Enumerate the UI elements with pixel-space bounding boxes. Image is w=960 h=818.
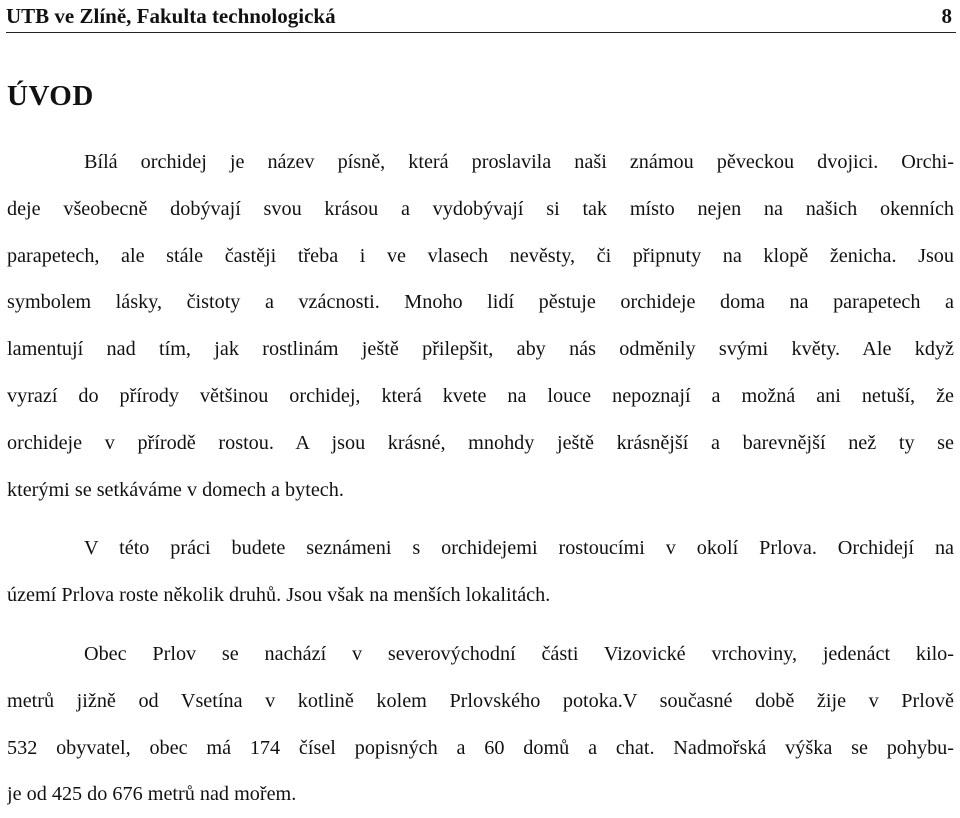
text-line: symbolem lásky, čistoty a vzácnosti. Mnoho lidí pěstuje orchideje doma na parapetech a [7,291,954,314]
text-line: deje všeobecně dobývají svou krásou a vydobývají si tak místo nejen na našich okenních [7,197,954,220]
body-text [7,139,954,818]
text-line: je od 425 do 676 metrů nad mořem. [7,783,297,806]
text-line: V této práci budete seznámeni s orchidejemi rostoucími v okolí Prlova. Orchidejí na [84,537,954,560]
text-line: území Prlova roste několik druhů. Jsou však na menších lokalitách. [7,584,551,607]
text-line: vyrazí do přírody většinou orchidej, která kvete na louce nepoznají a možná ani netuší, že [7,384,954,407]
header-page-number: 8 [941,3,952,28]
text-line: metrů jižně od Vsetína v kotlině kolem Prlovského potoka.V současné době žije v Prlově [7,689,954,712]
text-line: kterými se setkáváme v domech a bytech. [7,478,344,501]
text-line: Bílá orchidej je název písně, která proslavila naši známou pěveckou dvojici. Orchi- [84,151,954,173]
text-line: lamentují nad tím, jak rostlinám ještě přilepšit, aby nás odměnily svými květy. Ale když [7,338,954,361]
text-line: parapetech, ale stále častěji třeba i ve vlasech nevěsty, či připnuty na klopě ženicha. Jsou [7,244,954,267]
page-header [6,0,956,33]
paragraph-village [7,631,954,818]
paragraph-intro [7,139,954,513]
text-line: 532 obyvatel, obec má 174 čísel popisných a 60 domů a chat. Nadmořská výška se pohybu- [7,736,954,759]
chapter-title: ÚVOD [7,80,94,112]
paragraph-scope [7,525,954,619]
text-line: orchideje v přírodě rostou. A jsou krásné, mnohdy ještě krásnější a barevnější než ty se [7,431,954,454]
text-line: Obec Prlov se nachází v severovýchodní části Vizovické vrchoviny, jedenáct kilo- [84,642,954,665]
header-institution: UTB ve Zlíně, Fakulta technologická [6,3,336,28]
